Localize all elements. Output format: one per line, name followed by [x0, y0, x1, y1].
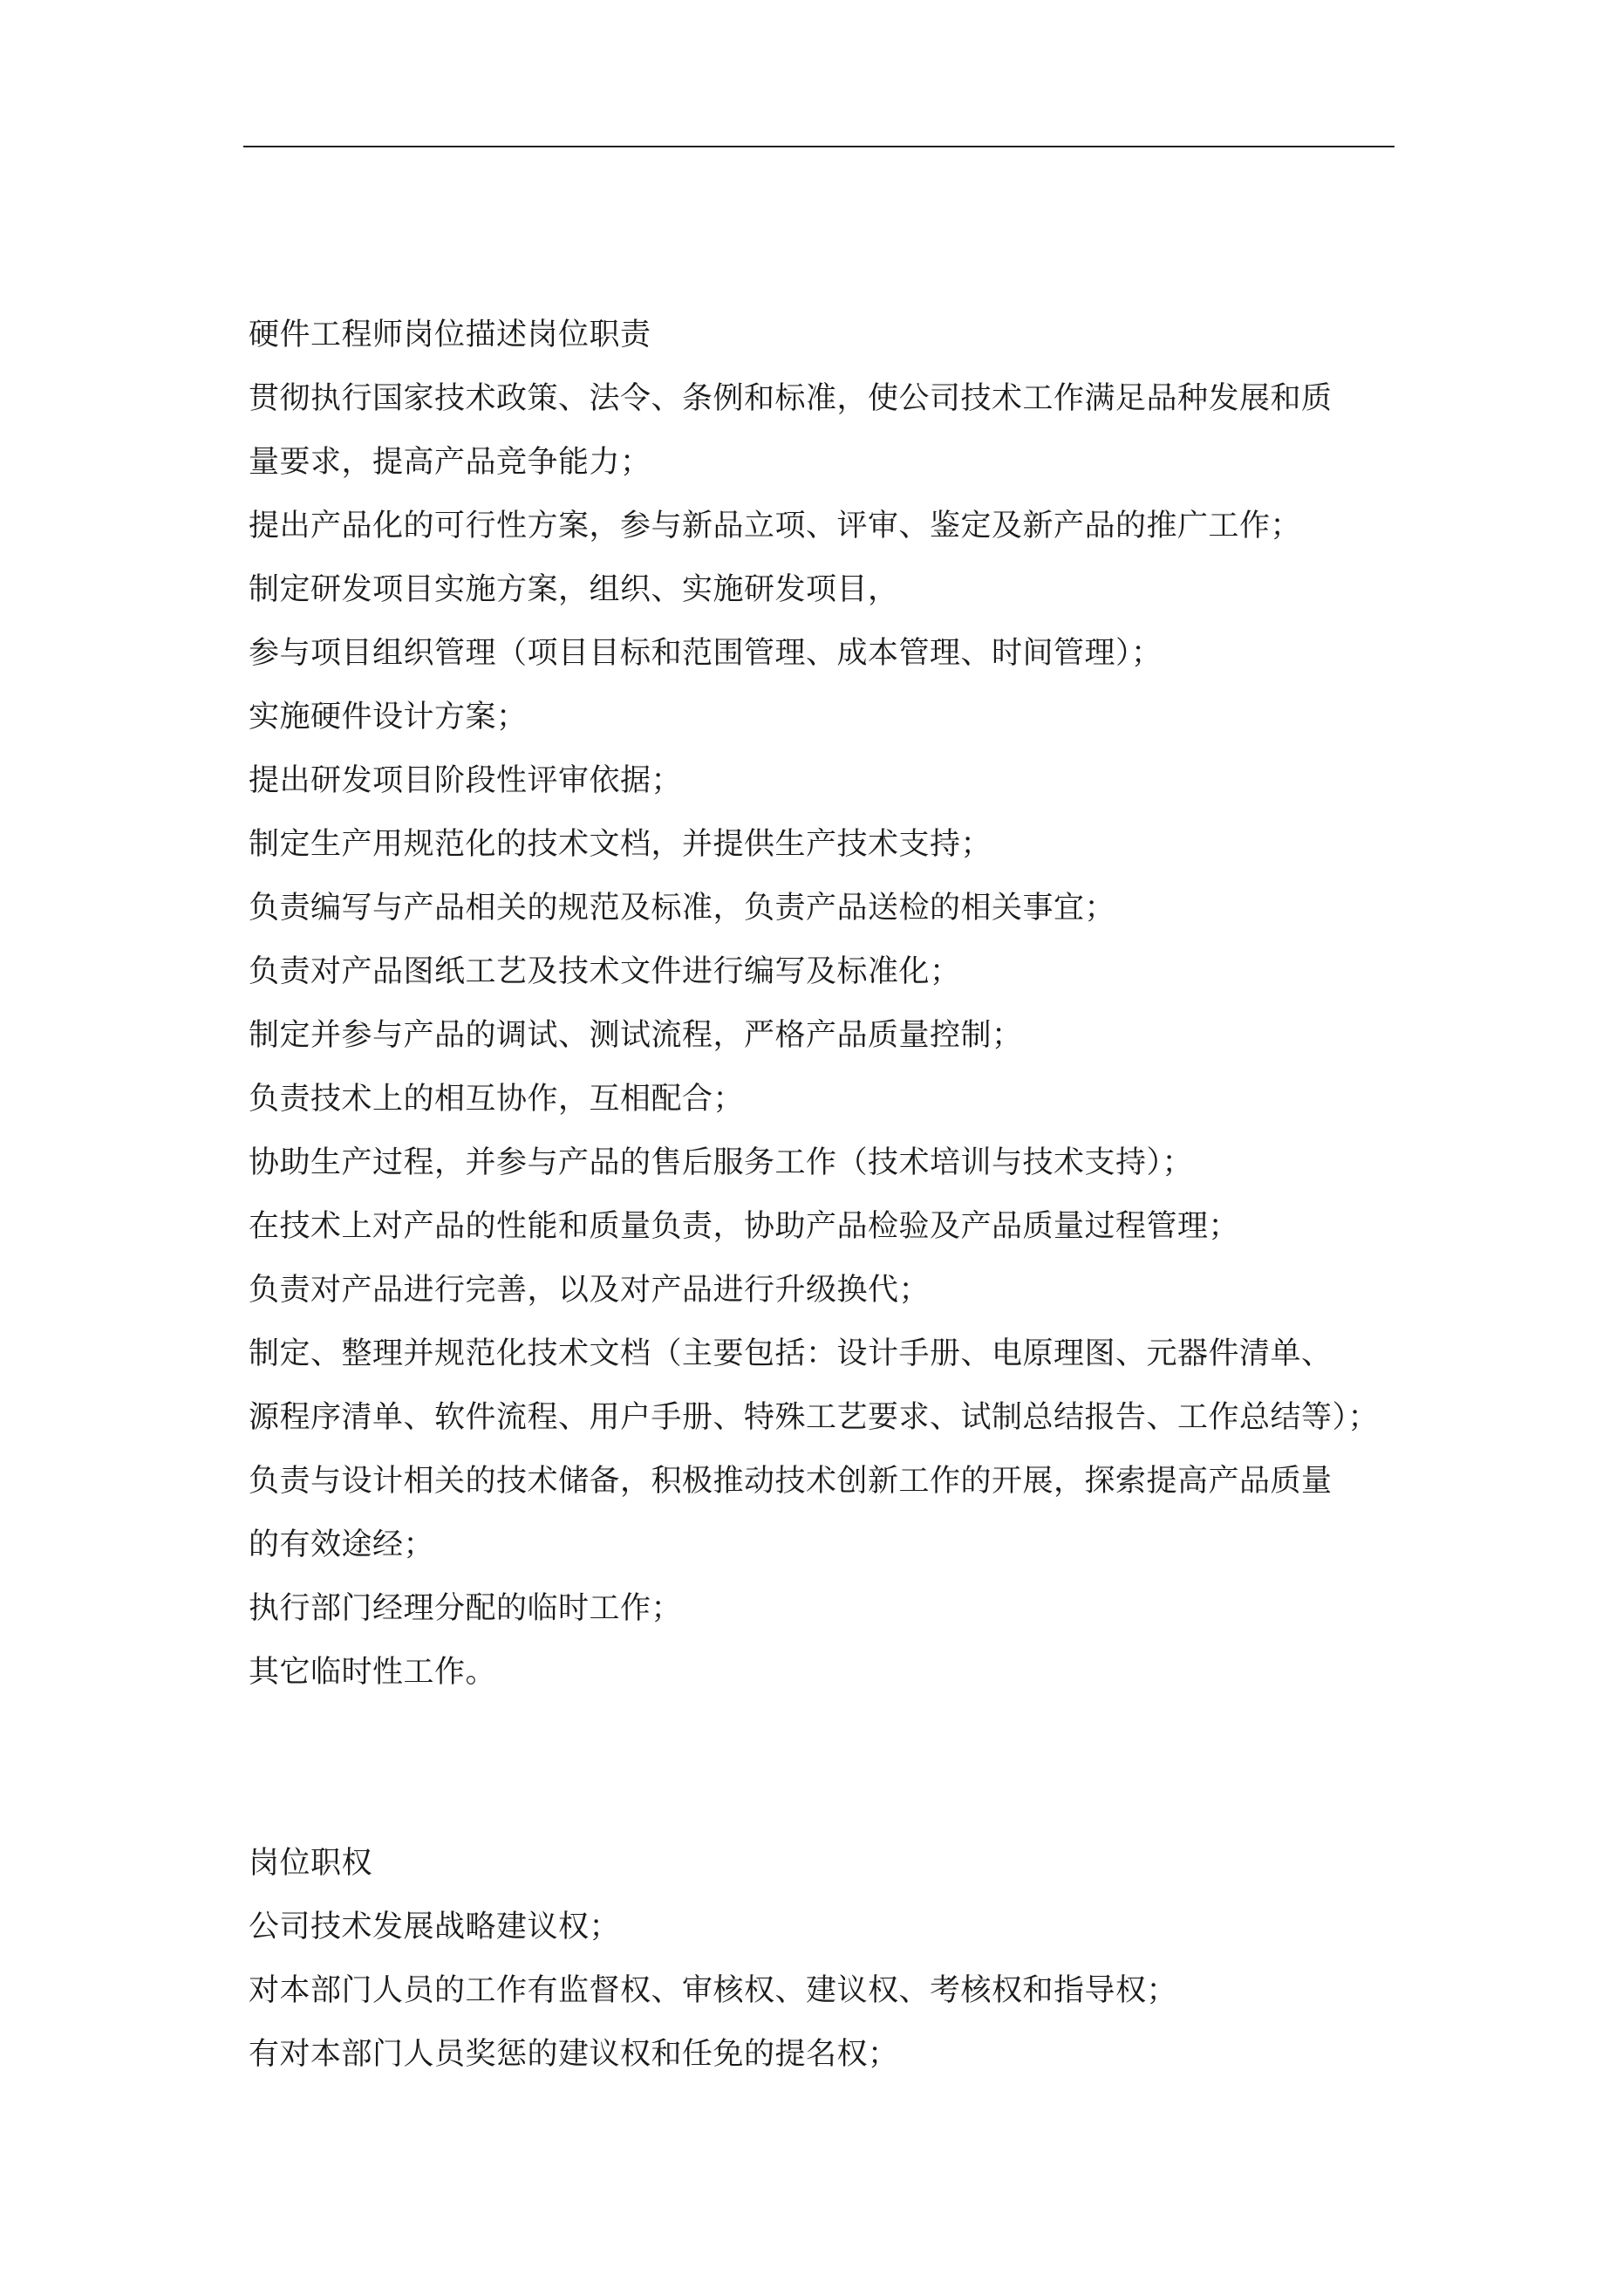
duty-line: 负责与设计相关的技术储备，积极推动技术创新工作的开展，探索提高产品质量	[249, 1464, 1333, 1499]
duty-line: 参与项目组织管理（项目目标和范围管理、成本管理、时间管理）；	[249, 636, 1163, 671]
authority-list	[249, 1896, 1400, 2087]
duty-line: 其它临时性工作。	[249, 1655, 497, 1690]
duty-line: 负责对产品图纸工艺及技术文件进行编写及标准化；	[249, 954, 961, 989]
section-gap	[249, 1705, 1400, 1832]
authority-line: 有对本部门人员奖惩的建议权和任免的提名权；	[249, 2037, 899, 2072]
duty-line: 提出产品化的可行性方案，参与新品立项、评审、鉴定及新产品的推广工作；	[249, 509, 1302, 543]
document-body	[249, 304, 1400, 2087]
duty-line: 执行部门经理分配的临时工作；	[249, 1591, 683, 1626]
duty-line: 负责技术上的相互协作，互相配合；	[249, 1082, 745, 1117]
duty-line: 量要求，提高产品竞争能力；	[249, 445, 651, 480]
duty-line: 协助生产过程，并参与产品的售后服务工作（技术培训与技术支持）；	[249, 1145, 1194, 1180]
duty-line: 负责对产品进行完善，以及对产品进行升级换代；	[249, 1273, 931, 1308]
duty-line: 制定、整理并规范化技术文档（主要包括：设计手册、电原理图、元器件清单、	[249, 1336, 1333, 1371]
duty-line: 负责编写与产品相关的规范及标准，负责产品送检的相关事宜；	[249, 891, 1116, 926]
duty-line: 制定生产用规范化的技术文档，并提供生产技术支持；	[249, 827, 992, 862]
header-rule	[243, 146, 1395, 147]
duties-list	[249, 367, 1400, 1705]
duty-line: 的有效途经；	[249, 1527, 435, 1562]
duty-line: 在技术上对产品的性能和质量负责，协助产品检验及产品质量过程管理；	[249, 1209, 1240, 1244]
authority-line: 对本部门人员的工作有监督权、审核权、建议权、考核权和指导权；	[249, 1973, 1178, 2008]
duty-line: 贯彻执行国家技术政策、法令、条例和标准，使公司技术工作满足品种发展和质	[249, 381, 1333, 416]
duties-heading: 硬件工程师岗位描述岗位职责	[249, 318, 651, 352]
duty-line: 制定研发项目实施方案，组织、实施研发项目，	[249, 572, 899, 607]
authority-heading: 岗位职权	[249, 1846, 373, 1881]
duty-line: 实施硬件设计方案；	[249, 700, 528, 735]
duty-line: 制定并参与产品的调试、测试流程，严格产品质量控制；	[249, 1018, 1023, 1053]
duty-line: 源程序清单、软件流程、用户手册、特殊工艺要求、试制总结报告、工作总结等）；	[249, 1400, 1380, 1435]
duty-line: 提出研发项目阶段性评审依据；	[249, 763, 683, 798]
authority-line: 公司技术发展战略建议权；	[249, 1910, 621, 1944]
